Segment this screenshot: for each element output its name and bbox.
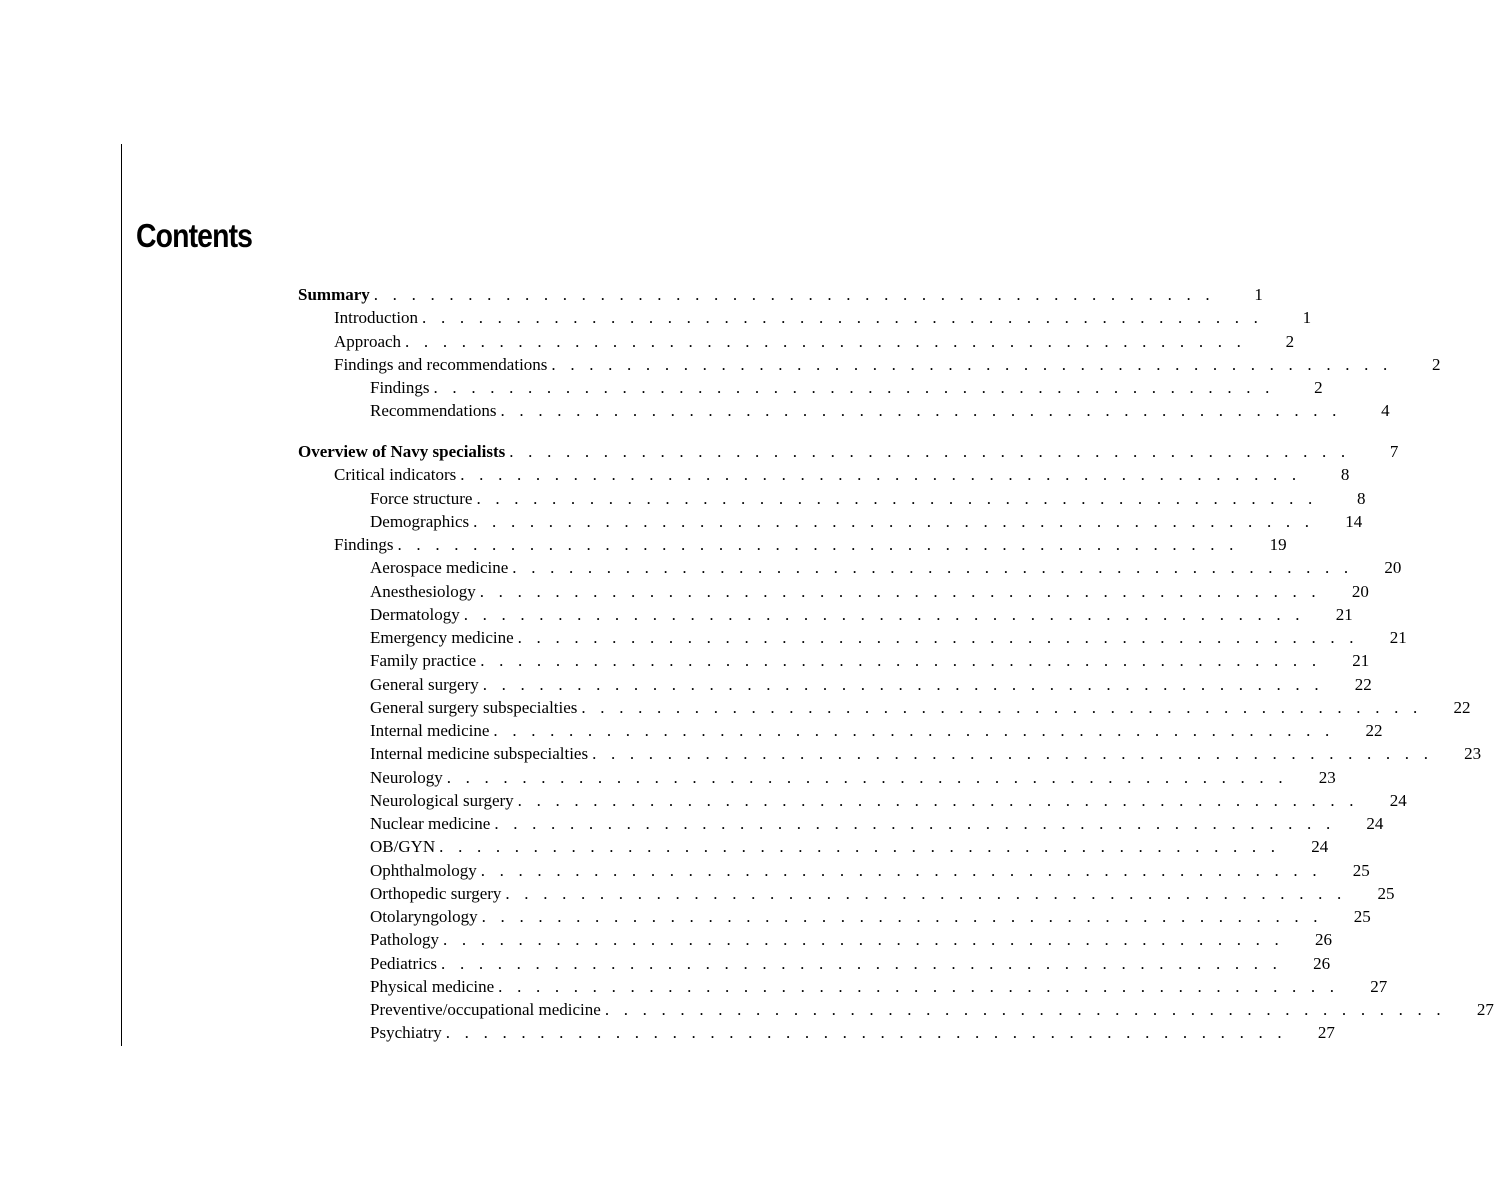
toc-entry-title: Overview of Navy specialists [298, 442, 506, 461]
toc-page-number: 24 [1366, 814, 1384, 833]
toc-entry[interactable] [298, 766, 1336, 789]
toc-page-number: 27 [1476, 1000, 1494, 1019]
toc-entry-title: Demographics [370, 511, 470, 531]
dot-leader: . . . . . . . . . . . . . . . . . . . . . . . . . . . . . . . . . . . . . . . . . . . . . [433, 378, 1275, 397]
toc-page-number: 22 [1365, 721, 1383, 740]
toc-entry[interactable] [298, 510, 1363, 533]
toc-section-entry[interactable] [298, 440, 1399, 463]
dot-leader: . . . . . . . . . . . . . . . . . . . . . . . . . . . . . . . . . . . . . . . . . . . . . [551, 354, 1393, 374]
toc-entry[interactable] [298, 673, 1372, 696]
toc-entry-title: Force structure [370, 488, 473, 508]
dot-leader: . . . . . . . . . . . . . . . . . . . . . . . . . . . . . . . . . . . . . . . . . . . . . [500, 401, 1342, 421]
dot-leader: . . . . . . . . . . . . . . . . . . . . . . . . . . . . . . . . . . . . . . . . . . . . . [460, 465, 1302, 485]
toc-page-number: 27 [1317, 1023, 1335, 1043]
toc-entry-title: Pathology [370, 930, 439, 950]
toc-page-number: 24 [1311, 837, 1329, 857]
dot-leader: . . . . . . . . . . . . . . . . . . . . . . . . . . . . . . . . . . . . . . . . . . . . . [509, 442, 1351, 461]
toc-page-number: 20 [1384, 558, 1402, 578]
toc-page-number: 19 [1269, 535, 1287, 554]
toc-entry[interactable] [298, 905, 1371, 928]
toc-entry-title: Neurology [370, 767, 443, 787]
toc-entry[interactable] [298, 696, 1471, 719]
toc-entry[interactable] [298, 835, 1329, 858]
toc-entry[interactable] [298, 353, 1441, 376]
margin-rule [121, 144, 122, 1046]
toc-page-number: 25 [1353, 907, 1371, 926]
toc-page-number: 21 [1335, 604, 1353, 624]
toc-entry-title: Otolaryngology [370, 907, 478, 926]
toc-entry[interactable] [298, 376, 1323, 399]
toc-entry[interactable] [298, 306, 1312, 329]
page-title: Contents [136, 217, 253, 254]
toc-page-number: 25 [1377, 883, 1395, 903]
toc-page-number: 1 [1302, 308, 1312, 328]
toc-entry-title: Findings and recommendations [334, 354, 548, 374]
toc-page-number: 22 [1453, 697, 1471, 717]
dot-leader: . . . . . . . . . . . . . . . . . . . . . . . . . . . . . . . . . . . . . . . . . . . . . [494, 814, 1336, 833]
toc-page-number: 20 [1351, 581, 1369, 601]
toc-entry-title: Critical indicators [334, 465, 457, 485]
toc-entry[interactable] [298, 859, 1370, 882]
dot-leader: . . . . . . . . . . . . . . . . . . . . . . . . . . . . . . . . . . . . . . . . . . . . . [479, 581, 1321, 601]
dot-leader: . . . . . . . . . . . . . . . . . . . . . . . . . . . . . . . . . . . . . . . . . . . . . [480, 860, 1322, 880]
toc-entry-title: Anesthesiology [370, 581, 476, 601]
toc-entry[interactable] [298, 556, 1402, 579]
toc-page-number: 8 [1357, 488, 1366, 508]
toc-page-number: 21 [1352, 651, 1370, 671]
toc-entry[interactable] [298, 533, 1287, 556]
toc-entry-title: Psychiatry [370, 1023, 442, 1043]
toc-entry[interactable] [298, 603, 1353, 626]
dot-leader: . . . . . . . . . . . . . . . . . . . . . . . . . . . . . . . . . . . . . . . . . . . . . [405, 331, 1247, 351]
toc-page-number: 25 [1352, 860, 1370, 880]
toc-entry[interactable] [298, 789, 1407, 812]
toc-entry[interactable] [298, 399, 1390, 422]
toc-section-entry[interactable] [298, 283, 1263, 306]
dot-leader: . . . . . . . . . . . . . . . . . . . . . . . . . . . . . . . . . . . . . . . . . . . . . [473, 511, 1315, 531]
toc-entry-title: Preventive/occupational medicine [370, 1000, 601, 1019]
dot-leader: . . . . . . . . . . . . . . . . . . . . . . . . . . . . . . . . . . . . . . . . . . . . . [481, 907, 1323, 926]
toc-entry-title: Approach [334, 331, 402, 351]
dot-leader: . . . . . . . . . . . . . . . . . . . . . . . . . . . . . . . . . . . . . . . . . . . . . [422, 308, 1264, 328]
dot-leader: . . . . . . . . . . . . . . . . . . . . . . . . . . . . . . . . . . . . . . . . . . . . . [439, 837, 1281, 857]
toc-page-number: 26 [1313, 953, 1331, 973]
toc-entry-title: Emergency medicine [370, 628, 514, 647]
dot-leader: . . . . . . . . . . . . . . . . . . . . . . . . . . . . . . . . . . . . . . . . . . . . . [493, 721, 1335, 740]
toc-entry-title: Dermatology [370, 604, 460, 624]
toc-entry-title: Findings [334, 535, 394, 554]
dot-leader: . . . . . . . . . . . . . . . . . . . . . . . . . . . . . . . . . . . . . . . . . . . . . [442, 930, 1285, 950]
toc-entry[interactable] [298, 1021, 1335, 1044]
toc-entry[interactable] [298, 975, 1388, 998]
toc-entry-title: OB/GYN [370, 837, 436, 857]
toc-entry-title: Neurological surgery [370, 790, 514, 810]
toc-entry[interactable] [298, 330, 1295, 353]
dot-leader: . . . . . . . . . . . . . . . . . . . . . . . . . . . . . . . . . . . . . . . . . . . . . [517, 790, 1359, 810]
dot-leader: . . . . . . . . . . . . . . . . . . . . . . . . . . . . . . . . . . . . . . . . . . . . . [604, 1000, 1446, 1019]
toc-page-number: 4 [1381, 401, 1390, 421]
dot-leader: . . . . . . . . . . . . . . . . . . . . . . . . . . . . . . . . . . . . . . . . . . . . . [373, 285, 1215, 304]
toc-page-number: 26 [1315, 930, 1333, 950]
toc-entry-title: Internal medicine [370, 721, 490, 740]
toc-page-number: 23 [1318, 767, 1336, 787]
dot-leader: . . . . . . . . . . . . . . . . . . . . . . . . . . . . . . . . . . . . . . . . . . . . . [498, 976, 1340, 996]
toc-entry-title: Findings [370, 378, 430, 397]
toc-entry-title: General surgery subspecialties [370, 697, 578, 717]
dot-leader: . . . . . . . . . . . . . . . . . . . . . . . . . . . . . . . . . . . . . . . . . . . . . [463, 604, 1305, 624]
toc-entry[interactable] [298, 882, 1395, 905]
dot-leader: . . . . . . . . . . . . . . . . . . . . . . . . . . . . . . . . . . . . . . . . . . . . . [517, 628, 1359, 647]
toc-entry[interactable] [298, 812, 1384, 835]
toc-entry[interactable] [298, 742, 1482, 765]
toc-page-number: 8 [1340, 465, 1350, 485]
toc-entry-title: General surgery [370, 674, 479, 694]
toc-entry-title: Recommendations [370, 401, 497, 421]
toc-entry[interactable] [298, 580, 1369, 603]
dot-leader: . . . . . . . . . . . . . . . . . . . . . . . . . . . . . . . . . . . . . . . . . . . . . [476, 488, 1318, 508]
toc-entry-title: Pediatrics [370, 953, 438, 973]
dot-leader: . . . . . . . . . . . . . . . . . . . . . . . . . . . . . . . . . . . . . . . . . . . . . [581, 697, 1423, 717]
toc-entry[interactable] [298, 928, 1333, 951]
toc-page-number: 21 [1389, 628, 1407, 647]
toc-page-number: 2 [1285, 331, 1295, 351]
dot-leader: . . . . . . . . . . . . . . . . . . . . . . . . . . . . . . . . . . . . . . . . . . . . . [480, 651, 1322, 671]
toc-entry[interactable] [298, 719, 1383, 742]
dot-leader: . . . . . . . . . . . . . . . . . . . . . . . . . . . . . . . . . . . . . . . . . . . . . [592, 744, 1434, 764]
dot-leader: . . . . . . . . . . . . . . . . . . . . . . . . . . . . . . . . . . . . . . . . . . . . . [441, 953, 1283, 973]
toc-entry-title: Orthopedic surgery [370, 883, 502, 903]
toc-page-number: 24 [1389, 790, 1407, 810]
toc-page-number: 23 [1464, 744, 1482, 764]
toc-entry[interactable] [298, 998, 1494, 1021]
dot-leader: . . . . . . . . . . . . . . . . . . . . . . . . . . . . . . . . . . . . . . . . . . . . . [482, 674, 1324, 694]
toc-entry[interactable] [298, 487, 1366, 510]
toc-entry-title: Introduction [334, 308, 419, 328]
toc-page-number: 7 [1389, 442, 1399, 461]
toc-page-number: 27 [1370, 976, 1388, 996]
toc-entry-title: Nuclear medicine [370, 814, 491, 833]
table-of-contents [298, 283, 1494, 1045]
toc-entry[interactable] [298, 463, 1350, 486]
toc-entry-title: Summary [298, 285, 370, 304]
dot-leader: . . . . . . . . . . . . . . . . . . . . . . . . . . . . . . . . . . . . . . . . . . . . . [446, 767, 1288, 787]
toc-page-number: 2 [1314, 378, 1323, 397]
toc-entry-title: Internal medicine subspecialties [370, 744, 589, 764]
toc-entry-title: Aerospace medicine [370, 558, 509, 578]
toc-entry[interactable] [298, 952, 1331, 975]
dot-leader: . . . . . . . . . . . . . . . . . . . . . . . . . . . . . . . . . . . . . . . . . . . . . [397, 535, 1239, 554]
dot-leader: . . . . . . . . . . . . . . . . . . . . . . . . . . . . . . . . . . . . . . . . . . . . . [505, 883, 1347, 903]
toc-entry[interactable] [298, 626, 1407, 649]
dot-leader: . . . . . . . . . . . . . . . . . . . . . . . . . . . . . . . . . . . . . . . . . . . . . [445, 1023, 1287, 1043]
toc-entry-title: Physical medicine [370, 976, 495, 996]
dot-leader: . . . . . . . . . . . . . . . . . . . . . . . . . . . . . . . . . . . . . . . . . . . . . [512, 558, 1354, 578]
toc-page-number: 22 [1354, 674, 1372, 694]
toc-entry-title: Family practice [370, 651, 477, 671]
toc-entry-title: Ophthalmology [370, 860, 477, 880]
toc-page-number: 1 [1254, 285, 1263, 304]
toc-page-number: 2 [1431, 354, 1441, 374]
toc-entry[interactable] [298, 649, 1370, 672]
toc-page-number: 14 [1345, 511, 1363, 531]
